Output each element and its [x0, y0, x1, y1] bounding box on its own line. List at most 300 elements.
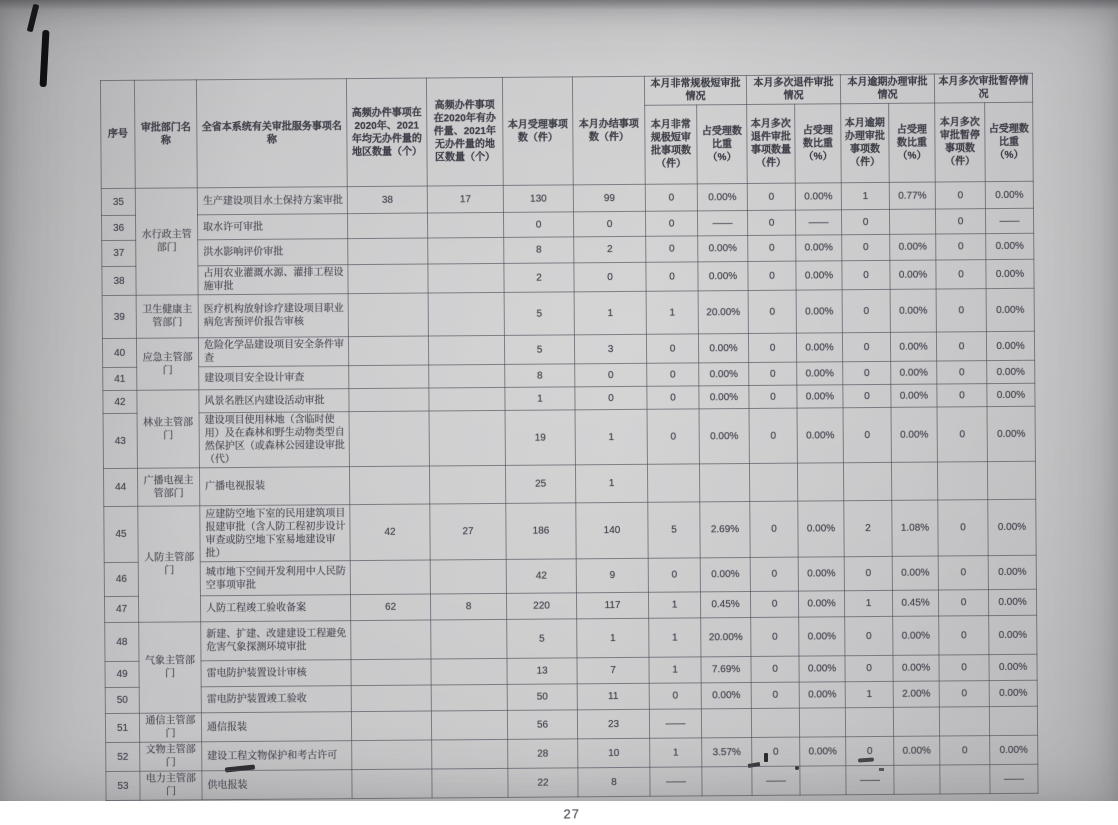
cell-value-1: 17 [427, 185, 503, 213]
cell-value-11: 0.00% [988, 499, 1036, 555]
cell-value-6: 0 [748, 261, 796, 290]
cell-value-6 [749, 463, 797, 501]
cell-value-7: 0.00% [797, 385, 843, 408]
cell-department: 卫生健康主管部门 [136, 295, 198, 338]
cell-value-3: 0 [575, 363, 647, 387]
cell-value-2: 5 [504, 292, 574, 336]
column-header-2: 全省本系统有关审批服务事项名称 [196, 79, 347, 188]
cell-value-6: 0 [750, 501, 798, 557]
cell-value-3: 23 [577, 709, 649, 739]
cell-value-5: 0.45% [700, 591, 750, 617]
cell-seq: 53 [106, 771, 140, 800]
cell-value-5 [701, 708, 751, 737]
cell-item-name: 雷电防护装置设计审核 [201, 660, 351, 687]
cell-value-6: 0 [749, 408, 797, 463]
cell-seq: 50 [105, 687, 139, 713]
table-header [100, 73, 1033, 188]
cell-value-2: 5 [504, 335, 574, 365]
cell-item-name: 城市地下空间开发利用中人民防空事项审批 [200, 561, 350, 596]
cell-value-11: 0.00% [987, 406, 1035, 461]
cell-value-5: 0.00% [701, 682, 751, 708]
cell-value-7: 0.00% [798, 591, 844, 617]
cell-value-7: 0.00% [798, 557, 844, 591]
cell-value-7: 0.00% [799, 656, 845, 682]
cell-value-5: 0.00% [699, 362, 749, 385]
cell-value-0 [349, 411, 429, 467]
cell-value-7 [799, 708, 845, 737]
cell-value-0 [351, 659, 431, 686]
cell-value-4: 0 [646, 262, 698, 291]
cell-value-8: 0 [842, 234, 890, 260]
cell-value-4: 0 [648, 558, 700, 592]
cell-seq: 39 [102, 295, 136, 338]
column-header-4: 高频办件事项在2020年有办件量、2021年无办件量的地区数量（个） [426, 77, 503, 186]
column-header-5: 本月受理事项数（件） [502, 77, 573, 186]
cell-value-11: 0.00% [988, 555, 1036, 589]
cell-value-1 [428, 263, 504, 293]
cell-value-2: 25 [505, 465, 575, 504]
cell-value-10: 0 [936, 234, 986, 260]
page-content [100, 73, 1046, 825]
cell-value-9: 0.00% [890, 234, 936, 260]
cell-value-3: 0 [574, 262, 646, 292]
cell-item-name: 生产建设项目水土保持方案审批 [197, 187, 347, 215]
cell-value-5: 20.00% [701, 617, 751, 656]
cell-department: 通信主管部门 [139, 713, 201, 742]
cell-value-3: 3 [574, 334, 646, 364]
cell-department: 广播电视主管部门 [137, 468, 199, 506]
cell-value-6: 0 [751, 656, 799, 682]
cell-seq: 45 [104, 506, 138, 562]
cell-value-1 [427, 212, 503, 238]
cell-value-2: 22 [508, 768, 578, 798]
sub-header-3-0: 本月多次审批暂停事项数（件） [935, 103, 986, 182]
cell-department: 气象主管部门 [139, 622, 202, 713]
cell-value-10: 0 [936, 332, 986, 361]
cell-value-7: 0.00% [796, 235, 842, 261]
scan-edge-shadow [0, 0, 1118, 10]
cell-value-2: 8 [504, 237, 574, 264]
cell-value-0 [348, 238, 428, 265]
cell-value-5 [699, 463, 749, 501]
table-row [102, 288, 1034, 338]
group-header-1: 本月多次退件审批情况 [746, 75, 840, 105]
cell-value-4: 0 [647, 409, 699, 464]
cell-department: 文物主管部门 [140, 742, 202, 771]
cell-value-7: 0.00% [800, 737, 846, 766]
cell-value-7: 0.00% [796, 261, 842, 290]
cell-value-3: 0 [575, 386, 647, 410]
cell-value-0: 38 [347, 186, 427, 214]
cell-value-4: 0 [649, 683, 701, 709]
cell-value-11: —— [985, 208, 1033, 233]
cell-value-0 [351, 685, 431, 712]
cell-seq: 43 [103, 413, 137, 468]
cell-value-9 [889, 209, 935, 234]
cell-value-9: 0.00% [890, 332, 936, 361]
cell-value-6: 0 [750, 591, 798, 617]
cell-item-name: 洪水影响评价审批 [198, 239, 348, 266]
cell-value-8: 0 [843, 384, 891, 407]
cell-seq: 44 [103, 468, 137, 506]
cell-value-6: 0 [748, 290, 796, 333]
cell-value-8: 0 [843, 407, 891, 462]
cell-value-3: 140 [576, 502, 648, 559]
cell-value-1: 27 [430, 503, 506, 560]
cell-item-name: 通信报装 [201, 712, 351, 742]
cell-value-4: 1 [646, 291, 698, 334]
cell-value-5 [702, 766, 752, 795]
cell-value-8: 2 [844, 500, 892, 556]
group-header-0: 本月非常规极短审批情况 [644, 76, 746, 106]
cell-value-3: 10 [578, 738, 650, 768]
cell-value-4: 0 [645, 211, 697, 236]
cell-value-2: 19 [505, 410, 575, 466]
cell-value-10: 0 [940, 736, 990, 765]
cell-value-11: 0.00% [988, 589, 1036, 615]
cell-value-11: 0.00% [986, 331, 1034, 360]
cell-value-9: 0.00% [891, 361, 937, 384]
cell-value-0 [349, 388, 429, 412]
cell-value-0 [349, 466, 429, 505]
cell-value-10 [939, 707, 989, 736]
cell-value-8: 0 [843, 361, 891, 384]
cell-item-name: 应建防空地下室的民用建筑项目报建审批（含人防工程初步设计审查或防空地下室易地建设审批） [200, 505, 350, 562]
cell-item-name: 占用农业灌溉水源、灌排工程设施审批 [198, 265, 348, 295]
cell-value-6: 0 [751, 682, 799, 708]
cell-value-10: 0 [937, 361, 987, 384]
sub-header-1-1: 占受理数比重（%） [795, 104, 842, 183]
cell-value-11: 0.00% [987, 383, 1035, 406]
cell-seq: 46 [104, 562, 138, 596]
cell-value-4: 1 [649, 657, 701, 683]
cell-seq: 47 [104, 596, 138, 622]
cell-value-6: 0 [748, 333, 796, 362]
cell-department: 水行政主管部门 [135, 188, 198, 295]
cell-value-11: 0.00% [987, 360, 1035, 383]
cell-value-1 [431, 710, 507, 740]
cell-value-7: 0.00% [797, 408, 843, 463]
cell-value-8: 0 [842, 260, 890, 289]
cell-value-3: 117 [576, 592, 648, 619]
cell-value-9: 0.00% [890, 289, 936, 332]
cell-value-4: —— [650, 767, 702, 796]
cell-value-11 [989, 706, 1037, 735]
cell-value-1 [432, 768, 508, 798]
cell-item-name: 风景名胜区内建设活动审批 [199, 389, 349, 413]
cell-value-0 [352, 769, 432, 799]
cell-value-5: 0.00% [700, 557, 750, 591]
cell-value-3: 2 [574, 236, 646, 263]
cell-value-7: 0.00% [798, 501, 844, 557]
cell-value-1 [428, 292, 504, 336]
cell-value-4: —— [649, 709, 701, 738]
cell-value-0 [352, 740, 432, 770]
cell-value-2: 186 [506, 503, 576, 560]
column-header-0: 序号 [100, 80, 135, 188]
sub-header-2-0: 本月逾期办理审批事项数（件） [841, 103, 890, 182]
cell-value-3: 1 [577, 618, 649, 658]
cell-value-11: 0.00% [986, 233, 1034, 259]
cell-value-6: 0 [751, 617, 799, 656]
cell-value-11: 0.00% [986, 259, 1034, 288]
group-header-2: 本月逾期办理审批情况 [840, 74, 934, 104]
sub-header-3-1: 占受理数比重（%） [985, 102, 1034, 181]
cell-value-7: 0.00% [797, 362, 843, 385]
sub-header-2-1: 占受理数比重（%） [889, 103, 936, 182]
cell-item-name: 危险化学品建设项目安全条件审查 [198, 337, 348, 367]
cell-value-10: 0 [939, 681, 989, 707]
cell-value-0 [351, 711, 431, 741]
cell-value-3: 99 [573, 184, 645, 212]
cell-value-8: 0 [842, 289, 890, 332]
cell-value-6: —— [752, 766, 800, 795]
cell-value-6: 0 [747, 210, 795, 235]
cell-value-9: 0.00% [893, 655, 939, 681]
scanner-artifact-mark [27, 4, 40, 33]
cell-value-6: 0 [749, 385, 797, 408]
cell-value-1 [431, 684, 507, 711]
cell-value-8: 0 [844, 556, 892, 590]
cell-value-11: —— [990, 764, 1038, 793]
cell-value-1 [429, 410, 505, 466]
cell-value-6: 0 [747, 183, 795, 210]
cell-value-11: 0.00% [990, 735, 1038, 764]
cell-value-8: 0 [846, 736, 894, 765]
cell-value-9: 2.00% [893, 681, 939, 707]
cell-value-7: 0.00% [796, 290, 842, 333]
cell-value-11: 0.00% [989, 654, 1037, 680]
cell-department: 电力主管部门 [140, 771, 202, 800]
cell-seq: 37 [102, 240, 136, 266]
cell-value-0 [347, 213, 427, 239]
cell-value-4: 1 [650, 738, 702, 767]
cell-value-8: 1 [844, 590, 892, 616]
cell-value-1 [429, 364, 505, 388]
cell-value-8: —— [846, 765, 894, 794]
cell-value-0 [348, 336, 428, 366]
cell-value-3: 1 [574, 291, 646, 335]
cell-value-2: 8 [505, 364, 575, 388]
cell-value-2: 42 [506, 559, 576, 594]
cell-value-10: 0 [935, 182, 985, 209]
cell-value-5: 2.69% [700, 501, 750, 557]
cell-value-10 [940, 765, 990, 794]
cell-value-10: 0 [935, 209, 985, 234]
cell-value-5: 0.00% [698, 333, 748, 362]
scanner-artifact-mark [40, 30, 50, 87]
cell-value-0 [348, 293, 428, 337]
cell-value-1 [428, 237, 504, 264]
cell-value-5: 0.00% [698, 235, 748, 261]
cell-department: 人防主管部门 [138, 506, 201, 622]
cell-value-9: 0.45% [892, 590, 938, 616]
sub-header-1-0: 本月多次退件审批事项数量（件） [747, 104, 796, 183]
cell-seq: 49 [105, 661, 139, 687]
cell-value-10: 0 [937, 407, 987, 462]
cell-value-3: 1 [575, 409, 647, 465]
cell-value-7 [800, 766, 846, 795]
approval-statistics-table [100, 73, 1039, 801]
cell-seq: 41 [103, 367, 137, 390]
cell-item-name: 取水许可审批 [197, 214, 347, 240]
cell-value-10: 0 [938, 556, 988, 590]
cell-seq: 52 [106, 742, 140, 771]
cell-value-11: 0.00% [985, 181, 1033, 208]
cell-value-9: 0.00% [891, 384, 937, 407]
cell-value-2: 220 [506, 593, 576, 620]
cell-value-4: 5 [648, 502, 700, 558]
cell-value-5: 20.00% [698, 290, 748, 333]
cell-department: 应急主管部门 [136, 338, 198, 390]
cell-item-name: 雷电防护装置竣工验收 [201, 686, 351, 713]
cell-value-1 [428, 335, 504, 365]
cell-value-8: 0 [841, 209, 889, 234]
cell-value-5: 0.00% [699, 408, 749, 463]
cell-value-9 [894, 765, 940, 794]
cell-value-3: 0 [573, 211, 645, 237]
cell-value-3: 9 [576, 558, 648, 593]
cell-value-8 [845, 707, 893, 736]
cell-value-2: 5 [507, 619, 577, 659]
cell-seq: 42 [103, 390, 137, 413]
cell-value-2: 28 [508, 739, 578, 769]
cell-value-4: 0 [647, 363, 699, 386]
column-header-1: 审批部门名称 [134, 80, 197, 188]
cell-value-9 [891, 462, 937, 500]
cell-value-5: —— [697, 210, 747, 235]
cell-value-9: 0.00% [891, 407, 937, 462]
cell-value-10: 0 [938, 500, 988, 556]
column-header-6: 本月办结事项数（件） [572, 76, 645, 185]
cell-value-9: 0.77% [889, 182, 935, 209]
cell-value-7: 0.00% [799, 617, 845, 656]
cell-value-0: 62 [350, 594, 430, 621]
column-header-3: 高频办件事项在2020年、2021年均无办件量的地区数量（个） [346, 78, 427, 187]
cell-value-10: 0 [936, 260, 986, 289]
table-body [101, 181, 1038, 800]
cell-seq: 36 [101, 215, 135, 240]
cell-value-6: 0 [749, 362, 797, 385]
cell-value-10: 0 [939, 655, 989, 681]
cell-item-name: 建设项目使用林地（含临时使用）及在森林和野生动物类型自然保护区（或森林公园建设审批（代） [199, 412, 349, 468]
cell-value-3: 7 [577, 657, 649, 684]
cell-seq: 38 [102, 266, 136, 295]
cell-value-2: 56 [507, 710, 577, 740]
cell-item-name: 供电报装 [202, 770, 352, 800]
cell-value-1: 8 [430, 593, 506, 620]
cell-value-0 [349, 365, 429, 389]
cell-value-10: 0 [939, 616, 989, 655]
cell-value-6: 0 [748, 235, 796, 261]
cell-seq: 40 [102, 338, 136, 367]
cell-value-2: 1 [505, 387, 575, 411]
cell-item-name: 建设项目安全设计审查 [199, 366, 349, 390]
cell-value-1 [430, 559, 506, 594]
cell-value-1 [431, 658, 507, 685]
cell-value-3: 1 [575, 464, 647, 503]
cell-value-0: 42 [350, 504, 430, 561]
group-header-3: 本月多次审批暂停情况 [934, 73, 1032, 103]
table-row [104, 499, 1036, 562]
cell-value-0 [348, 264, 428, 294]
cell-value-5: 7.69% [701, 656, 751, 682]
cell-seq: 51 [105, 713, 139, 742]
cell-value-11: 0.00% [989, 680, 1037, 706]
cell-seq: 48 [105, 622, 139, 661]
cell-department: 林业主管部门 [137, 390, 200, 468]
cell-value-9: 0.00% [890, 260, 936, 289]
cell-value-4: 0 [647, 386, 699, 409]
cell-value-11: 0.00% [989, 615, 1037, 654]
cell-value-4: 1 [648, 592, 700, 618]
cell-value-9: 0.00% [894, 736, 940, 765]
cell-value-2: 13 [507, 658, 577, 685]
cell-value-0 [351, 620, 431, 660]
cell-value-3: 8 [578, 767, 650, 797]
cell-value-9: 1.08% [892, 500, 938, 556]
cell-value-10: 0 [937, 384, 987, 407]
cell-item-name: 医疗机构放射诊疗建设项目职业病危害预评价报告审核 [198, 294, 348, 338]
cell-value-7: 0.00% [795, 183, 841, 210]
cell-seq: 35 [101, 188, 135, 215]
cell-value-7: 0.00% [799, 682, 845, 708]
table-row [103, 406, 1035, 468]
cell-value-10 [937, 462, 987, 500]
sub-header-0-0: 本月非常规极短审批事项数（件） [645, 105, 698, 184]
cell-item-name: 广播电视报装 [199, 467, 349, 506]
cell-value-7 [797, 463, 843, 501]
cell-value-6: 0 [752, 737, 800, 766]
cell-value-1 [429, 465, 505, 504]
cell-value-1 [431, 619, 507, 659]
cell-value-7: —— [795, 210, 841, 235]
cell-value-8: 0 [845, 655, 893, 681]
cell-value-1 [429, 387, 505, 411]
cell-value-8: 1 [845, 681, 893, 707]
cell-value-10: 0 [936, 289, 986, 332]
cell-value-6: 0 [750, 557, 798, 591]
cell-value-2: 0 [503, 212, 573, 238]
cell-item-name: 人防工程竣工验收备案 [200, 595, 350, 622]
cell-value-9: 0.00% [892, 556, 938, 590]
cell-value-4: 0 [646, 334, 698, 363]
cell-value-10: 0 [938, 590, 988, 616]
cell-value-5: 3.57% [702, 737, 752, 766]
cell-value-1 [432, 739, 508, 769]
cell-value-5: 0.00% [698, 261, 748, 290]
cell-value-4: 0 [645, 184, 697, 211]
cell-value-5: 0.00% [697, 183, 747, 210]
cell-value-8: 1 [841, 182, 889, 209]
cell-value-11: 0.00% [986, 288, 1034, 331]
cell-item-name: 建设工程文物保护和考古许可 [202, 741, 352, 771]
sub-header-0-1: 占受理数比重（%） [697, 105, 748, 184]
cell-value-3: 11 [577, 683, 649, 710]
cell-value-8: 0 [842, 332, 890, 361]
cell-value-0 [350, 560, 430, 595]
cell-item-name: 新建、扩建、改建建设工程避免危害气象探测环境审批 [201, 621, 351, 661]
cell-value-4: 1 [649, 618, 701, 657]
cell-value-2: 50 [507, 684, 577, 711]
table-row [106, 764, 1038, 800]
cell-value-9: 0.00% [893, 616, 939, 655]
cell-value-11 [987, 461, 1035, 499]
cell-value-4 [647, 464, 699, 502]
cell-value-6 [751, 708, 799, 737]
cell-value-9 [893, 707, 939, 736]
cell-value-2: 2 [504, 263, 574, 293]
